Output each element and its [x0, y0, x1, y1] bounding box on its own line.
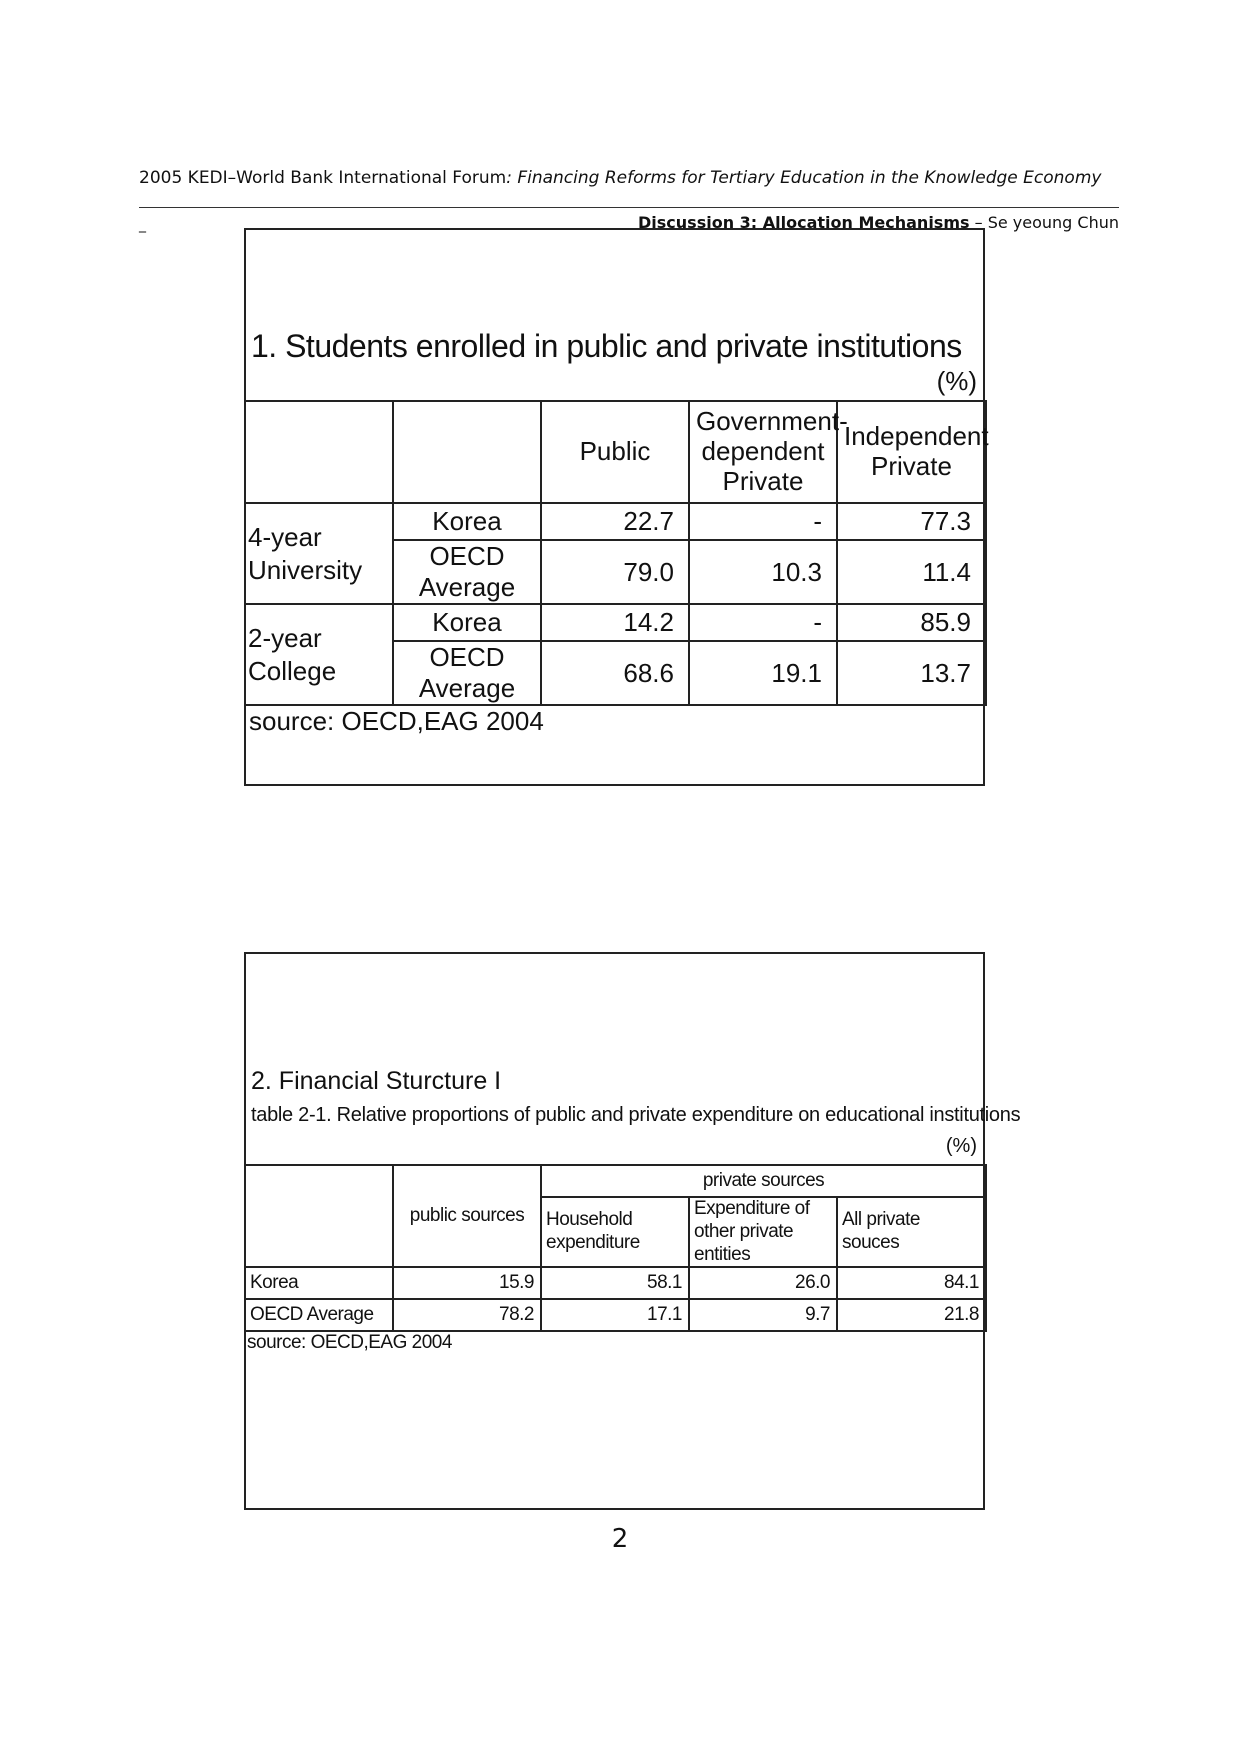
table-header-row: [245, 1165, 986, 1197]
table-row: [245, 604, 986, 641]
table-row: [245, 1267, 986, 1299]
row-label: OECD Average: [245, 1299, 393, 1331]
header-cell-empty: [245, 401, 393, 503]
value-cell: -: [689, 503, 837, 540]
value-cell: 14.2: [541, 604, 689, 641]
row-label: Korea: [393, 604, 541, 641]
author-name: – Se yeoung Chun: [969, 213, 1119, 232]
value-cell: 68.6: [541, 641, 689, 705]
value-cell: 84.1: [837, 1267, 986, 1299]
value-cell: 22.7: [541, 503, 689, 540]
row-group-label: 2-year College: [245, 604, 393, 705]
table1-unit: (%): [936, 366, 977, 396]
table-row: [245, 1299, 986, 1331]
value-cell: 11.4: [837, 540, 986, 604]
figure-students-enrolled: [244, 228, 989, 786]
figure-financial-structure: [244, 952, 1021, 1510]
table-header-row: [245, 401, 986, 503]
header-dash: _: [139, 217, 146, 233]
table2-title: 2. Financial Sturcture I: [251, 1067, 502, 1095]
enrollment-table: [244, 400, 987, 816]
table1-source: source: OECD,EAG 2004: [245, 705, 986, 816]
header-independent-private: Independent Private: [837, 401, 986, 503]
forum-title: : Financing Reforms for Tertiary Education in the Knowledge Economy: [506, 168, 1102, 188]
row-label: OECD Average: [393, 540, 541, 604]
value-cell: 13.7: [837, 641, 986, 705]
value-cell: 26.0: [689, 1267, 837, 1299]
value-cell: -: [689, 604, 837, 641]
header-household-expenditure: Household expenditure: [541, 1197, 689, 1267]
header-cell-empty: [393, 401, 541, 503]
source-row: [245, 1331, 986, 1512]
forum-name: 2005 KEDI–World Bank International Forum: [139, 168, 507, 188]
value-cell: 78.2: [393, 1299, 541, 1331]
table-row: [245, 503, 986, 540]
header-cell-empty: [245, 1165, 393, 1267]
expenditure-table: [244, 1164, 987, 1512]
value-cell: 10.3: [689, 540, 837, 604]
value-cell: 58.1: [541, 1267, 689, 1299]
header-public-sources: public sources: [393, 1165, 541, 1267]
value-cell: 79.0: [541, 540, 689, 604]
row-label: Korea: [393, 503, 541, 540]
table2-source: source: OECD,EAG 2004: [245, 1331, 986, 1512]
discussion-title: Discussion 3: Allocation Mechanisms: [638, 213, 970, 232]
value-cell: 15.9: [393, 1267, 541, 1299]
header-public: Public: [541, 401, 689, 503]
table2-subtitle: table 2-1. Relative proportions of public and private expenditure on educational institutions: [251, 1104, 1021, 1126]
header-government-dependent-private: Government-dependent Private: [689, 401, 837, 503]
row-group-label: 4-year University: [245, 503, 393, 604]
table2-unit: (%): [945, 1135, 977, 1157]
row-label: Korea: [245, 1267, 393, 1299]
header-other-private-entities: Expenditure of other private entities: [689, 1197, 837, 1267]
page-number: 2: [611, 1524, 629, 1554]
source-row: [245, 705, 986, 816]
value-cell: 85.9: [837, 604, 986, 641]
header-all-private-sources: All private souces: [837, 1197, 986, 1267]
running-header: [139, 168, 1101, 188]
header-rule: [139, 207, 1119, 208]
table1-title: 1. Students enrolled in public and private institutions: [251, 328, 962, 364]
value-cell: 21.8: [837, 1299, 986, 1331]
value-cell: 77.3: [837, 503, 986, 540]
value-cell: 19.1: [689, 641, 837, 705]
value-cell: 9.7: [689, 1299, 837, 1331]
row-label: OECD Average: [393, 641, 541, 705]
header-private-sources: private sources: [541, 1165, 986, 1197]
value-cell: 17.1: [541, 1299, 689, 1331]
